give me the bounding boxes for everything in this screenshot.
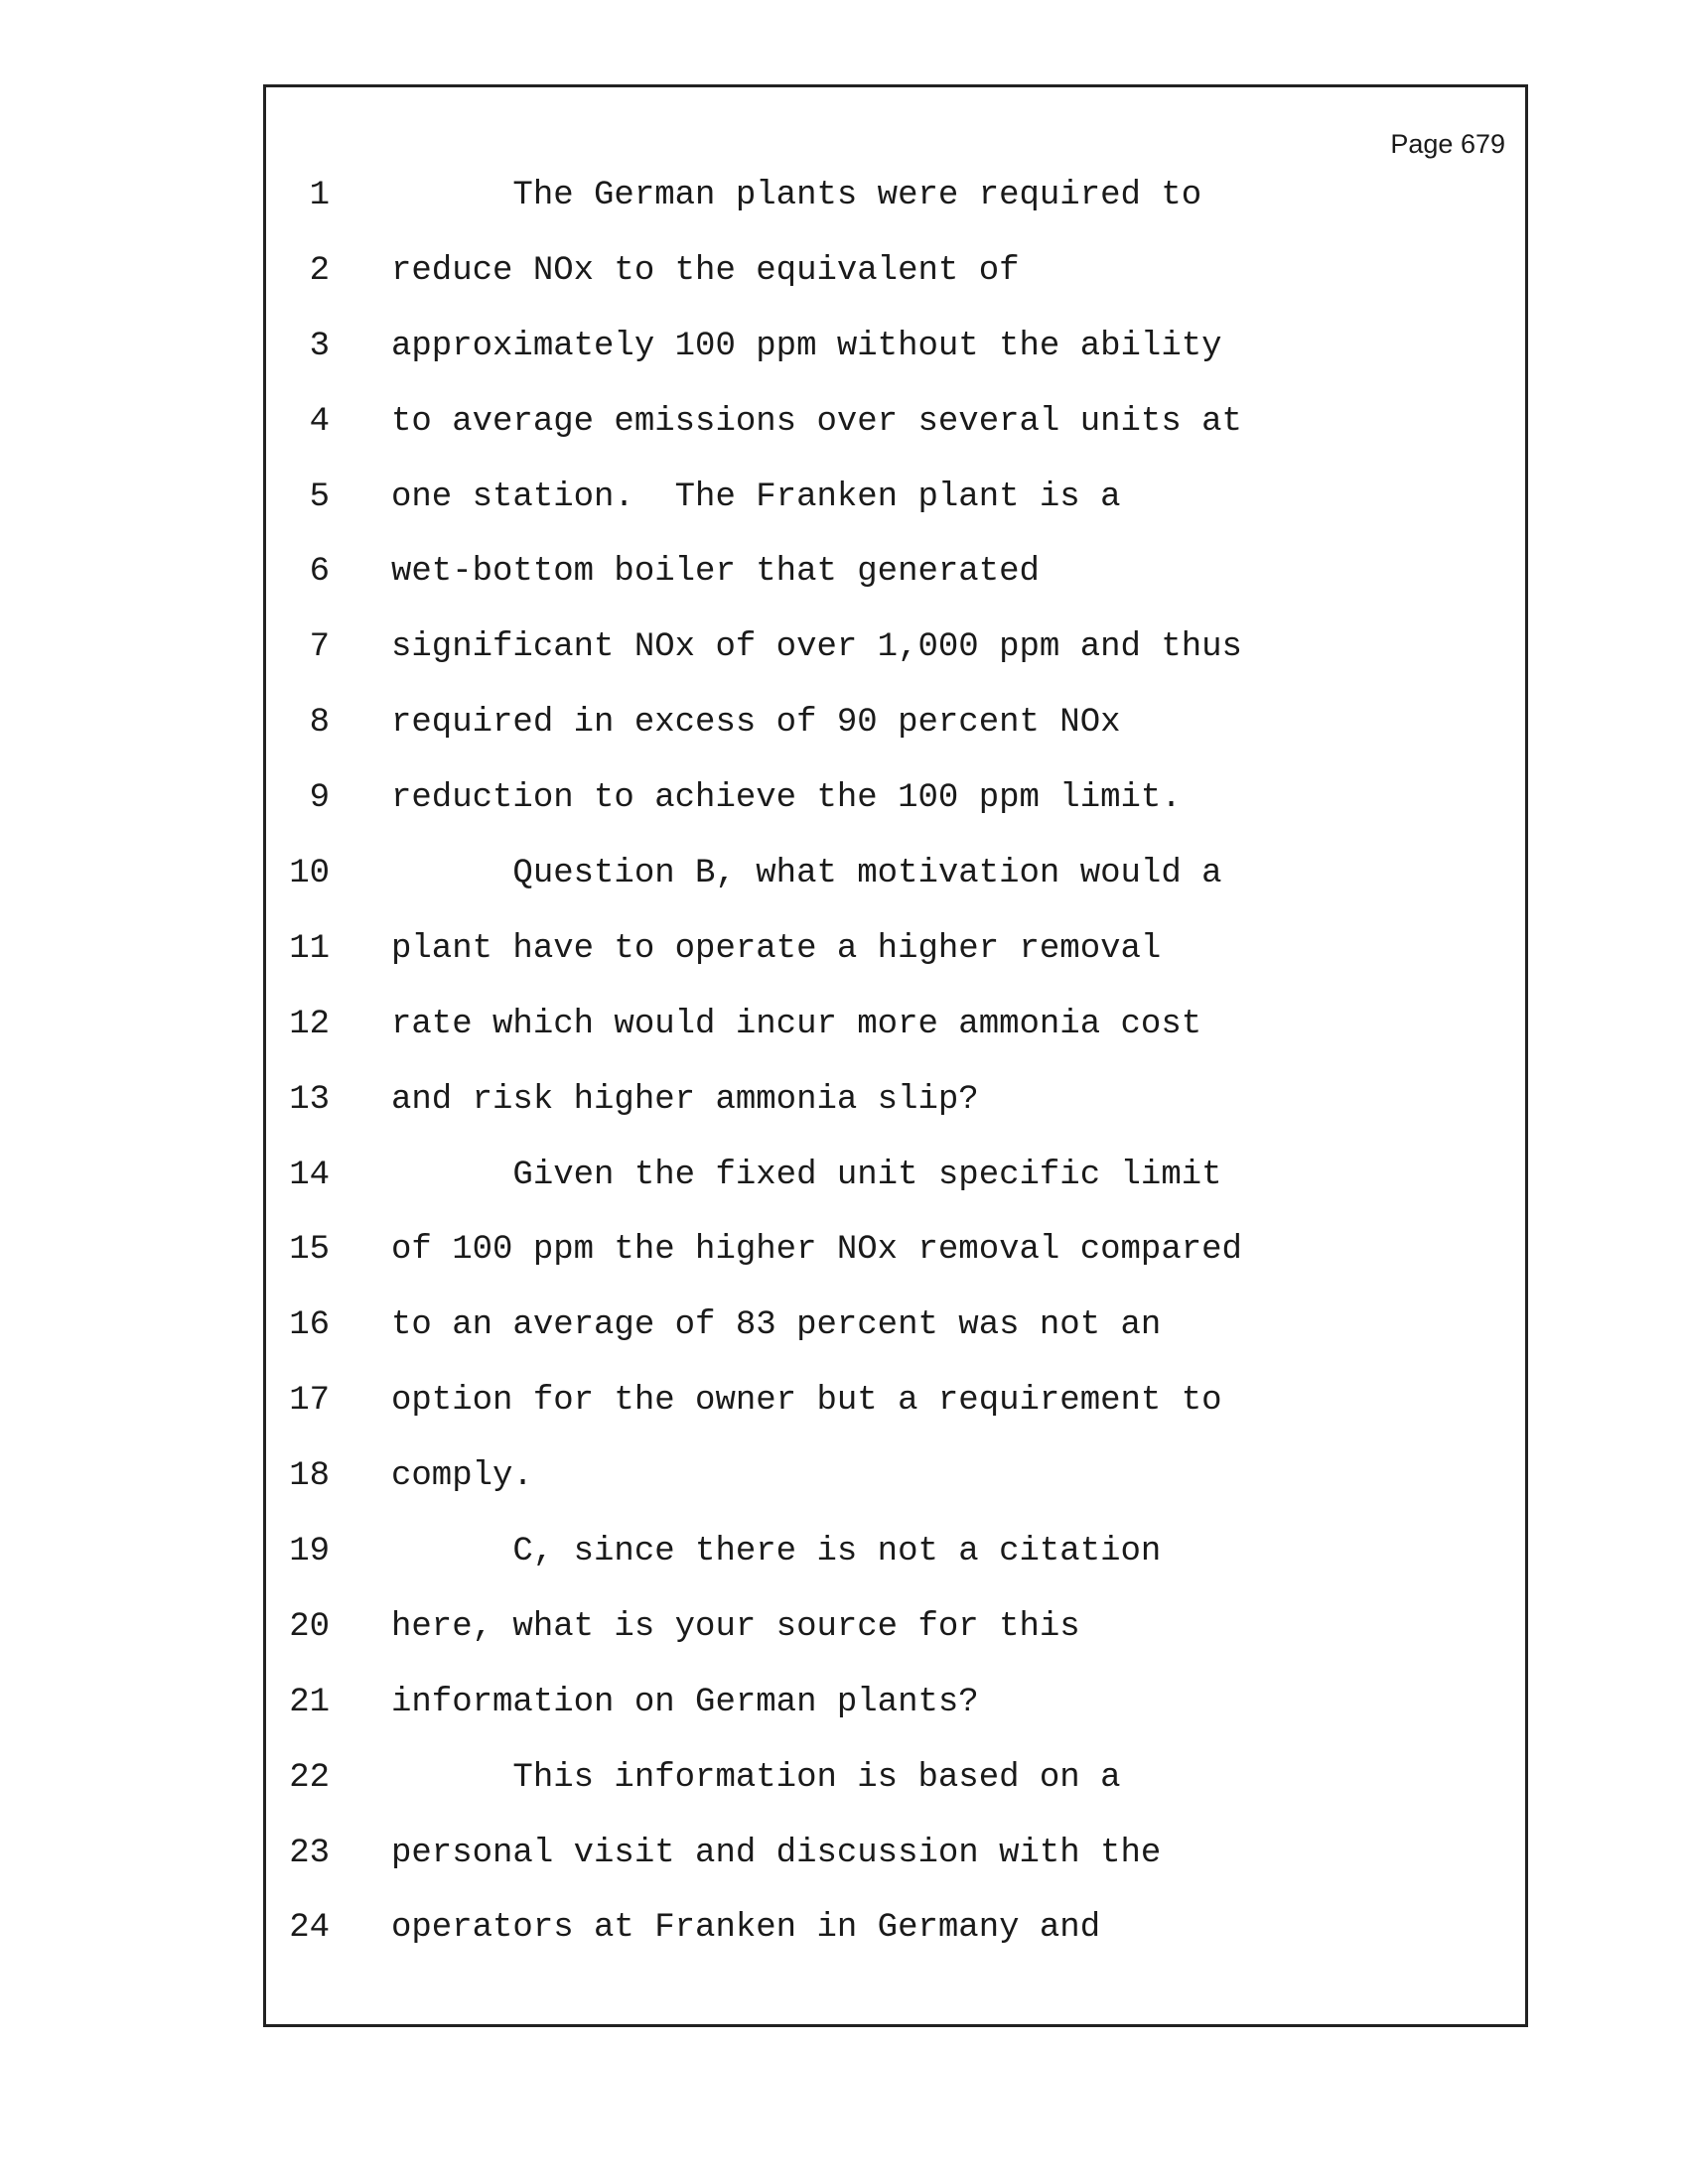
line-number: 1	[309, 177, 330, 214]
line-text: Given the fixed unit specific limit	[391, 1156, 1222, 1194]
transcript-line	[266, 1817, 1525, 1892]
line-number: 4	[309, 402, 330, 441]
transcript-line	[266, 1439, 1525, 1515]
line-number: 17	[289, 1382, 330, 1421]
transcript-line	[266, 837, 1525, 912]
transcript-line	[266, 1590, 1525, 1666]
line-text: reduce NOx to the equivalent of	[391, 251, 1020, 290]
line-number: 9	[309, 779, 330, 818]
line-text: here, what is your source for this	[391, 1607, 1080, 1646]
line-text: option for the owner but a requirement to	[391, 1382, 1222, 1421]
line-text: to an average of 83 percent was not an	[391, 1306, 1162, 1345]
line-number: 10	[289, 855, 330, 893]
line-text: one station. The Franken plant is a	[391, 478, 1121, 516]
line-text: to average emissions over several units at	[391, 402, 1242, 441]
line-text: This information is based on a	[391, 1758, 1121, 1797]
transcript-line	[266, 1515, 1525, 1590]
line-number: 8	[309, 704, 330, 743]
line-number: 12	[289, 1005, 330, 1043]
line-number: 23	[289, 1834, 330, 1872]
line-text: reduction to achieve the 100 ppm limit.	[391, 779, 1182, 818]
transcript-line	[266, 912, 1525, 988]
line-number: 14	[289, 1156, 330, 1194]
transcript-line	[266, 159, 1525, 234]
line-number: 3	[309, 327, 330, 365]
line-number: 18	[289, 1457, 330, 1496]
transcript-line	[266, 1364, 1525, 1439]
line-number: 11	[289, 929, 330, 968]
line-text: personal visit and discussion with the	[391, 1834, 1162, 1872]
transcript-line	[266, 1891, 1525, 1967]
page-number: Page 679	[1390, 129, 1505, 159]
transcript-line	[266, 1139, 1525, 1214]
line-number: 20	[289, 1607, 330, 1646]
line-text: information on German plants?	[391, 1683, 979, 1721]
line-text: C, since there is not a citation	[391, 1533, 1162, 1571]
transcript-line	[266, 988, 1525, 1063]
line-text: and risk higher ammonia slip?	[391, 1080, 979, 1119]
line-number: 16	[289, 1306, 330, 1345]
line-text: required in excess of 90 percent NOx	[391, 704, 1121, 743]
line-number: 15	[289, 1231, 330, 1270]
line-text: plant have to operate a higher removal	[391, 929, 1162, 968]
line-text: of 100 ppm the higher NOx removal compared	[391, 1231, 1242, 1270]
transcript-line	[266, 234, 1525, 310]
line-text: operators at Franken in Germany and	[391, 1909, 1101, 1948]
line-number: 13	[289, 1080, 330, 1119]
transcript-page	[263, 84, 1528, 2027]
transcript-line	[266, 310, 1525, 385]
transcript-line	[266, 1063, 1525, 1139]
line-text: The German plants were required to	[391, 177, 1202, 214]
line-number: 21	[289, 1683, 330, 1721]
line-number: 5	[309, 478, 330, 516]
transcript-line	[266, 1666, 1525, 1741]
transcript-line	[266, 535, 1525, 611]
transcript-line	[266, 385, 1525, 461]
line-number: 24	[289, 1909, 330, 1948]
line-number: 2	[309, 251, 330, 290]
transcript-line	[266, 1289, 1525, 1364]
line-number: 7	[309, 628, 330, 667]
transcript-line	[266, 1741, 1525, 1817]
transcript-line	[266, 1213, 1525, 1289]
line-number: 22	[289, 1758, 330, 1797]
transcript-line	[266, 686, 1525, 761]
line-number: 6	[309, 553, 330, 592]
line-text: rate which would incur more ammonia cost	[391, 1005, 1202, 1043]
line-number: 19	[289, 1533, 330, 1571]
line-text: approximately 100 ppm without the ability	[391, 327, 1222, 365]
transcript-line	[266, 761, 1525, 837]
transcript-line	[266, 611, 1525, 686]
line-text: significant NOx of over 1,000 ppm and thus	[391, 628, 1242, 667]
line-text: comply.	[391, 1457, 533, 1496]
transcript-lines	[266, 159, 1525, 1967]
transcript-line	[266, 461, 1525, 536]
line-text: Question B, what motivation would a	[391, 855, 1222, 893]
line-text: wet-bottom boiler that generated	[391, 553, 1040, 592]
